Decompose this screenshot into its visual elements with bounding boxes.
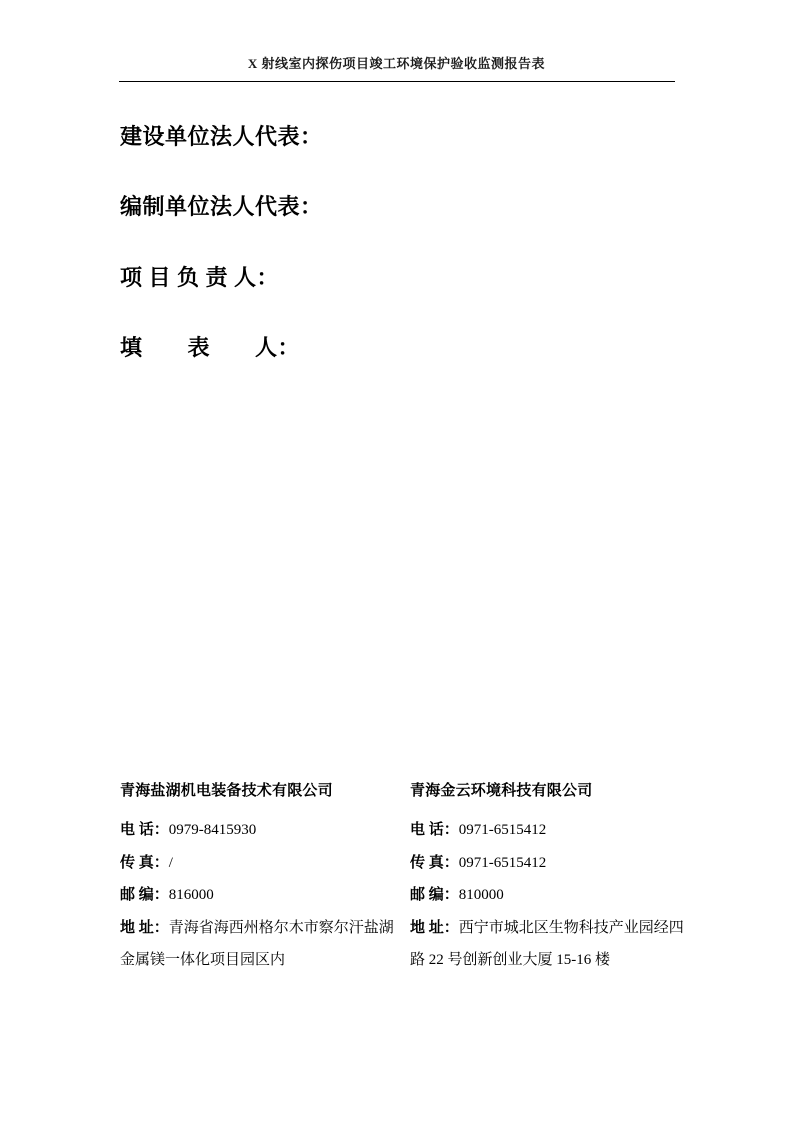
signature-line-compilation-unit-representative: 编制单位法人代表：: [120, 194, 323, 219]
signature-line-project-leader: 项 目 负 责 人：: [120, 265, 280, 290]
contact-value: 810000: [458, 887, 504, 903]
signature-line-form-filler: 填 表 人：: [120, 335, 301, 360]
contact-label: 地 址：: [410, 919, 459, 936]
contact-value: 西宁市城北区生物科技产业园经四路 22 号创新创业大厦 15-16 楼: [410, 919, 684, 968]
contact-row-fax: [120, 847, 398, 880]
contact-row-address: [120, 912, 398, 977]
contact-label: 传 真：: [410, 854, 459, 871]
contact-label: 电 话：: [120, 822, 169, 838]
contact-label: 地 址：: [120, 919, 169, 936]
contact-value: 816000: [168, 887, 214, 903]
page-header-title: X 射线室内探伤项目竣工环境保护验收监测报告表: [247, 56, 546, 71]
company-name: 青海盐湖机电装备技术有限公司: [120, 783, 333, 799]
contact-value: 青海省海西州格尔木市察尔汗盐湖金属镁一体化项目园区内: [120, 919, 394, 968]
contact-label: 电 话：: [410, 822, 459, 838]
contact-row-postcode: [120, 879, 398, 912]
contact-row-phone: [410, 814, 696, 847]
contact-row-postcode: [410, 879, 696, 912]
footer-company-left: [120, 781, 398, 977]
contact-row-fax: [410, 847, 696, 880]
company-name: 青海金云环境科技有限公司: [410, 783, 593, 799]
contact-value: /: [168, 854, 173, 871]
contact-value: 0979-8415930: [168, 822, 257, 838]
signature-line-construction-unit-representative: 建设单位法人代表：: [120, 124, 323, 149]
contact-label: 邮 编：: [120, 887, 169, 903]
contact-row-address: [410, 912, 696, 977]
contact-label: 传 真：: [120, 854, 169, 871]
contact-value: 0971-6515412: [458, 854, 547, 871]
contact-value: 0971-6515412: [458, 822, 547, 838]
footer-company-right: [410, 781, 696, 977]
contact-row-phone: [120, 814, 398, 847]
contact-label: 邮 编：: [410, 887, 459, 903]
header-rule: [119, 81, 675, 82]
